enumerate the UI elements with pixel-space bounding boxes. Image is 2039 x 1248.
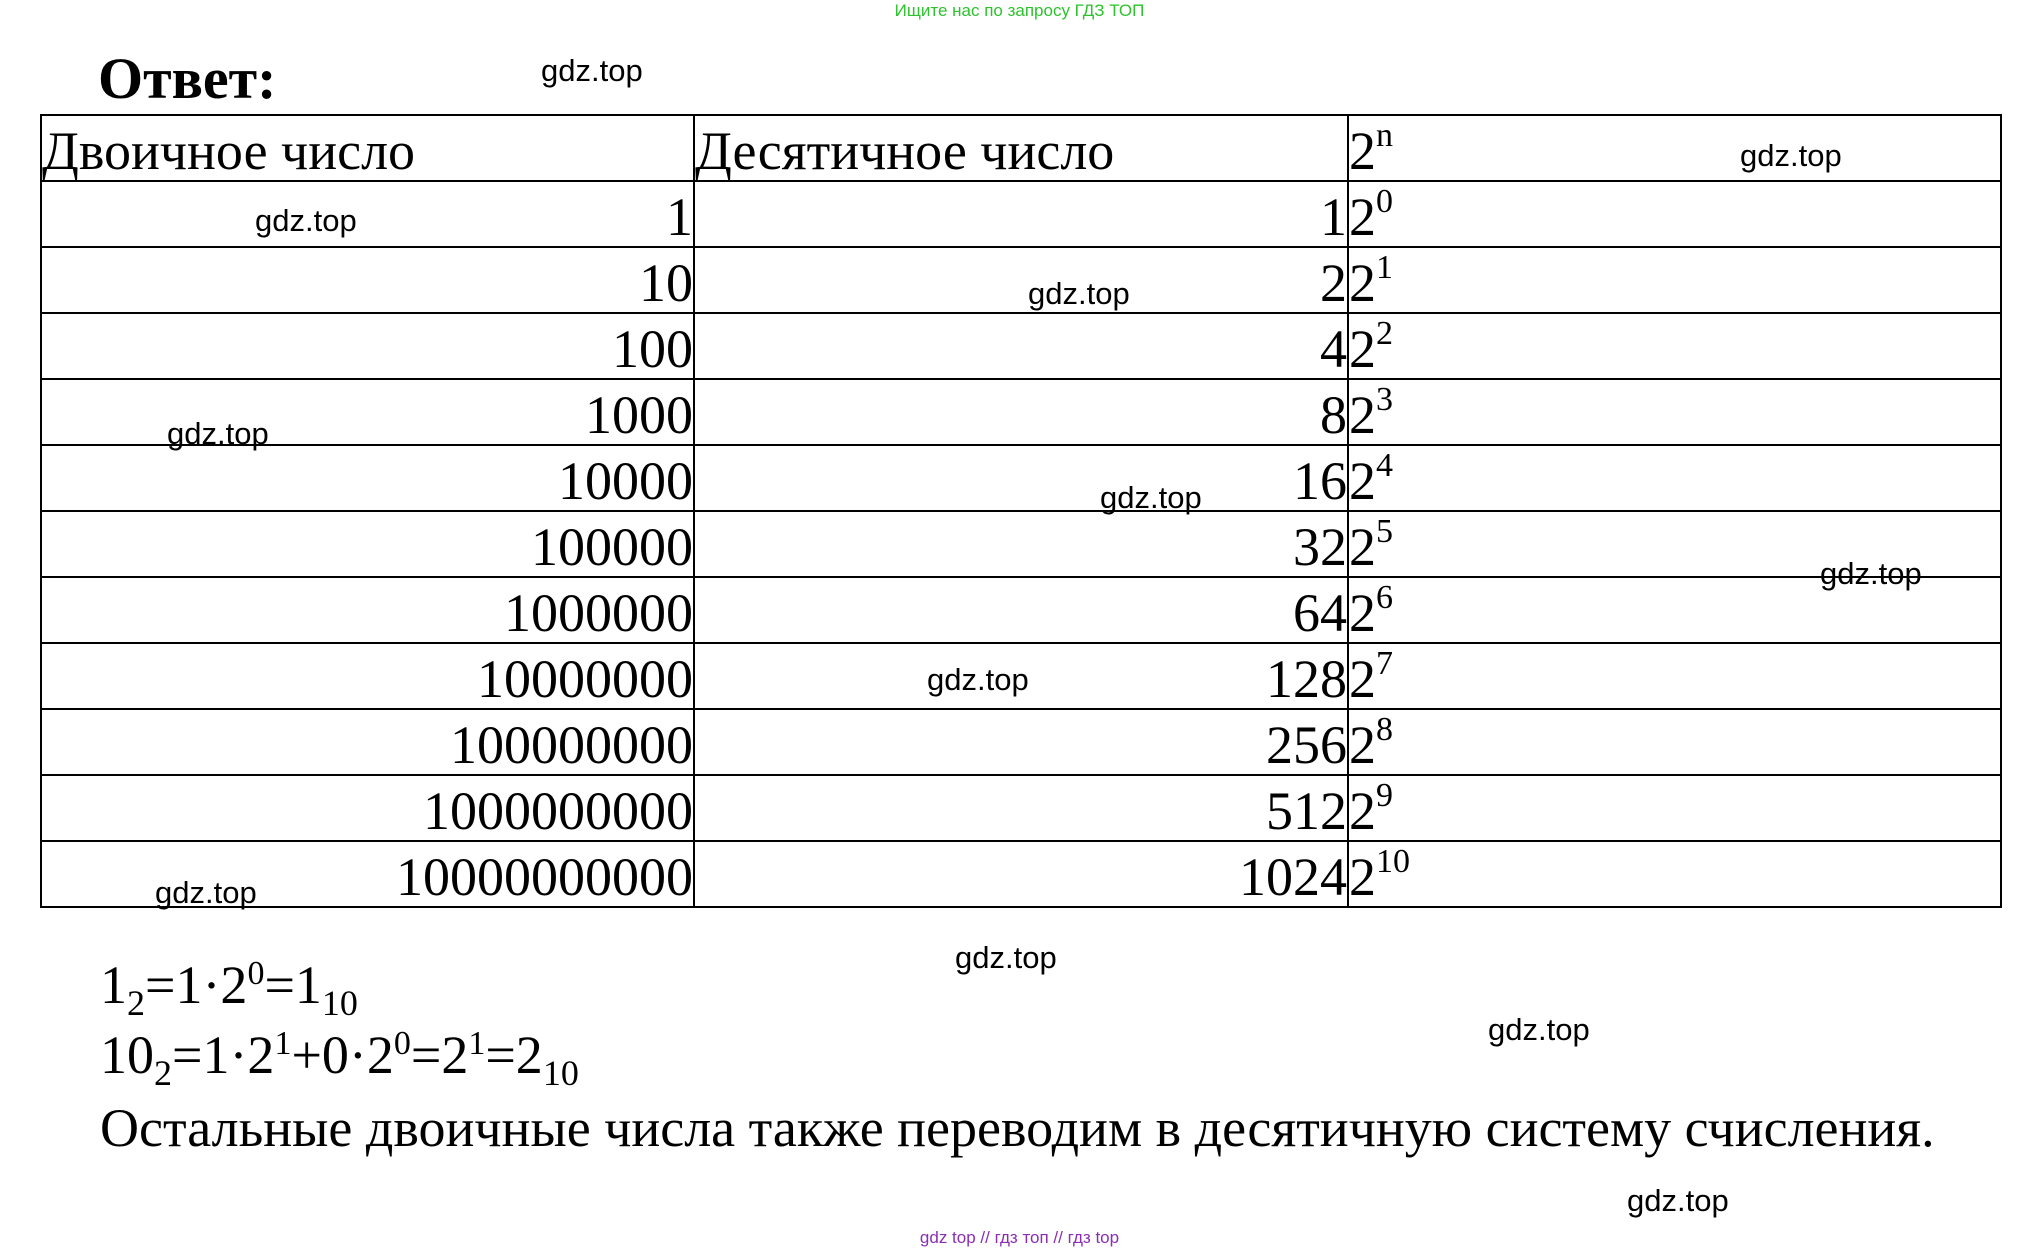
table-row: [41, 247, 2001, 313]
table-row: [41, 511, 2001, 577]
power-exponent: 1: [1376, 249, 1393, 286]
watermark: gdz.top: [1100, 480, 1202, 515]
formula-2-part-e: =2: [485, 1025, 543, 1085]
power-cell: [1348, 643, 2001, 709]
binary-cell: 100000: [41, 511, 694, 577]
power-cell: [1348, 379, 2001, 445]
formula-1-sub-c: 10: [321, 982, 358, 1023]
watermark: gdz.top: [255, 203, 357, 238]
top-banner: Ищите нас по запросу ГДЗ ТОП: [894, 1, 1145, 20]
power-exponent: 5: [1376, 513, 1393, 550]
formula-2-part-c: +0·2: [291, 1025, 394, 1085]
power-base: 2: [1349, 715, 1376, 775]
formula-1-part-a: 1: [100, 955, 127, 1015]
table-row: [41, 709, 2001, 775]
binary-cell: 1: [41, 181, 694, 247]
binary-cell: 100: [41, 313, 694, 379]
table-row: [41, 775, 2001, 841]
power-exponent: 3: [1376, 381, 1393, 418]
formula-1-sup-b: 0: [247, 955, 265, 992]
table-row: [41, 445, 2001, 511]
header-binary: Двоичное число: [41, 115, 694, 181]
power-exponent: 6: [1376, 579, 1393, 616]
formula-line-2: [100, 1025, 579, 1093]
power-base: 2: [1349, 583, 1376, 643]
power-cell: [1348, 709, 2001, 775]
binary-cell: 10000: [41, 445, 694, 511]
binary-cell: 10: [41, 247, 694, 313]
power-exponent: 2: [1376, 315, 1393, 352]
formula-2-part-b: =1·2: [172, 1025, 275, 1085]
table-header-row: [41, 115, 2001, 181]
binary-cell: 1000: [41, 379, 694, 445]
decimal-cell: 16: [694, 445, 1348, 511]
bottom-banner: gdz top // гдз топ // гдз top: [919, 1228, 1120, 1247]
formula-2-part-a: 10: [100, 1025, 154, 1085]
formula-1-sub-a: 2: [127, 982, 145, 1023]
watermark: gdz.top: [1820, 556, 1922, 591]
power-base: 2: [1349, 187, 1376, 247]
power-cell: [1348, 181, 2001, 247]
formula-2-sub-e: 10: [542, 1052, 579, 1093]
table-row: [41, 379, 2001, 445]
power-base: 2: [1349, 781, 1376, 841]
decimal-cell: 128: [694, 643, 1348, 709]
table-body: [41, 181, 2001, 910]
binary-cell: 10000000000: [41, 841, 694, 907]
header-power-exponent: n: [1376, 117, 1393, 154]
power-exponent: 4: [1376, 447, 1393, 484]
watermark: gdz.top: [541, 53, 643, 88]
formula-2-sub-a: 2: [154, 1052, 172, 1093]
power-base: 2: [1349, 649, 1376, 709]
decimal-cell: 8: [694, 379, 1348, 445]
binary-cell: 1000000000: [41, 775, 694, 841]
conclusion-paragraph: Остальные двоичные числа также переводим в десятичную систему счисления.: [100, 1098, 1935, 1158]
power-base: 2: [1349, 385, 1376, 445]
header-power-base: 2: [1349, 121, 1376, 181]
power-cell: [1348, 445, 2001, 511]
power-cell: [1348, 247, 2001, 313]
power-exponent: 8: [1376, 711, 1393, 748]
formula-1-part-c: =1: [264, 955, 322, 1015]
watermark: gdz.top: [1740, 138, 1842, 173]
decimal-cell: 512: [694, 775, 1348, 841]
binary-cell: 100000000: [41, 709, 694, 775]
header-decimal: Десятичное число: [694, 115, 1348, 181]
watermark: gdz.top: [1488, 1012, 1590, 1047]
power-exponent: 10: [1376, 843, 1410, 880]
power-base: 2: [1349, 847, 1376, 907]
binary-cell: 10000000: [41, 643, 694, 709]
watermark: gdz.top: [927, 662, 1029, 697]
power-exponent: 0: [1376, 183, 1393, 220]
decimal-cell: 2: [694, 247, 1348, 313]
table-row: [41, 577, 2001, 643]
answer-heading: Ответ:: [98, 46, 277, 111]
decimal-cell: 1: [694, 181, 1348, 247]
watermark: gdz.top: [1028, 276, 1130, 311]
decimal-cell: 1024: [694, 841, 1348, 907]
formula-2-sup-d: 1: [468, 1025, 486, 1062]
formula-2-part-d: =2: [410, 1025, 469, 1085]
formula-1-part-b: =1·2: [145, 955, 248, 1015]
decimal-cell: 32: [694, 511, 1348, 577]
table-row: [41, 841, 2001, 907]
decimal-cell: 64: [694, 577, 1348, 643]
watermark: gdz.top: [955, 940, 1057, 975]
decimal-cell: 256: [694, 709, 1348, 775]
power-cell: [1348, 841, 2001, 907]
power-base: 2: [1349, 517, 1376, 577]
watermark: gdz.top: [1627, 1183, 1729, 1218]
formula-2-sup-b: 1: [274, 1025, 292, 1062]
watermark: gdz.top: [167, 416, 269, 451]
watermark: gdz.top: [155, 875, 257, 910]
binary-cell: 1000000: [41, 577, 694, 643]
decimal-cell: 4: [694, 313, 1348, 379]
power-base: 2: [1349, 253, 1376, 313]
power-base: 2: [1349, 451, 1376, 511]
formula-2-sup-c: 0: [393, 1025, 411, 1062]
table-row: [41, 313, 2001, 379]
header-power: [1348, 115, 2001, 181]
power-exponent: 7: [1376, 645, 1393, 682]
power-cell: [1348, 775, 2001, 841]
power-exponent: 9: [1376, 777, 1393, 814]
formula-line-1: [100, 955, 358, 1023]
power-cell: [1348, 313, 2001, 379]
power-base: 2: [1349, 319, 1376, 379]
